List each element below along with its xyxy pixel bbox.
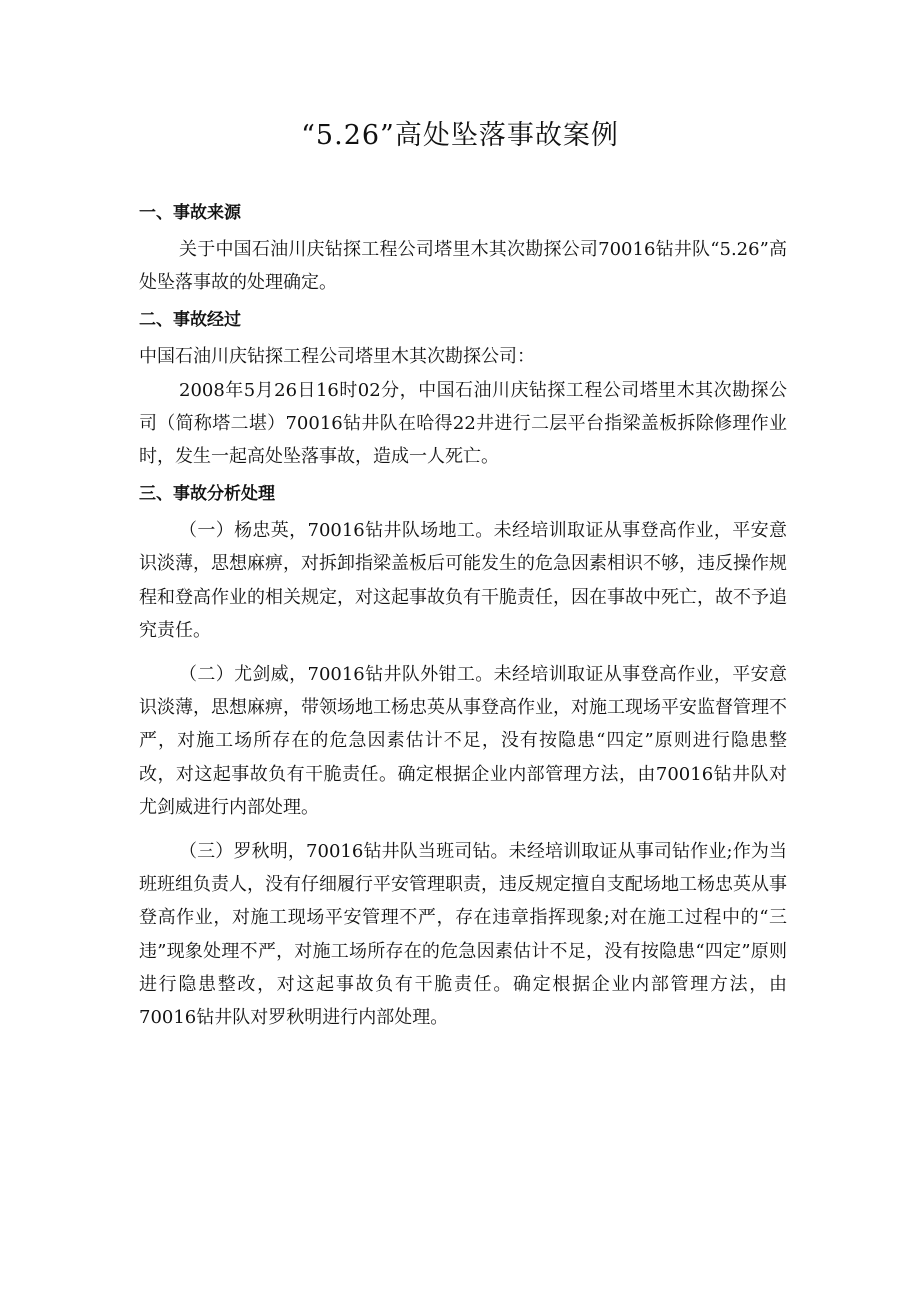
analysis-item-1: （一）杨忠英，70016钻井队场地工。未经培训取证从事登高作业，平安意识淡薄，思想麻痹，对拆卸指梁盖板后可能发生的危急因素相识不够，违反操作规程和登高作业的相关规定，对这起事故负有干脆责任，因在事故中死亡，故不予追究责任。 xyxy=(139,520,787,641)
analysis-item-3: （三）罗秋明，70016钻井队当班司钻。未经培训取证从事司钻作业;作为当班班组负责人，没有仔细履行平安管理职责，违反规定擅自支配场地工杨忠英从事登高作业，对施工现场平安管理不严，存在违章指挥现象;对在施工过程中的“三违”现象处理不严，对施工场所存在的危急因素估计不足，没有按隐患“四定”原则进行隐患整改，对这起事故负有干脆责任。确定根据企业内部管理方法，由70016钻井队对罗秋明进行内部处理。 xyxy=(139,841,787,1029)
document-body xyxy=(139,200,787,1034)
document-title: “5.26”高处坠落事故案例 xyxy=(301,120,619,151)
section-source-paragraph: 关于中国石油川庆钻探工程公司塔里木其次勘探公司70016钻井队“5.26”高处坠落事故的处理确定。 xyxy=(139,239,787,294)
section-heading-source: 一、事故来源 xyxy=(139,203,241,223)
section-heading-process: 二、事故经过 xyxy=(139,310,241,331)
analysis-item-2: （二）尤剑威，70016钻井队外钳工。未经培训取证从事登高作业，平安意识淡薄，思想麻痹，带领场地工杨忠英从事登高作业，对施工现场平安监督管理不严，对施工场所存在的危急因素估计不足，没有按隐患“四定”原则进行隐患整改，对这起事故负有干脆责任。确定根据企业内部管理方法，由70016钻井队对尤剑威进行内部处理。 xyxy=(139,664,787,818)
section-process-addressee: 中国石油川庆钻探工程公司塔里木其次勘探公司： xyxy=(139,346,535,368)
section-process-paragraph: 2008年5月26日16时02分，中国石油川庆钻探工程公司塔里木其次勘探公司（简称塔二堪）70016钻井队在哈得22井进行二层平台指梁盖板拆除修理作业时，发生一起高处坠落事故，造成一人死亡。 xyxy=(139,379,787,468)
section-heading-analysis: 三、事故分析处理 xyxy=(139,484,275,505)
